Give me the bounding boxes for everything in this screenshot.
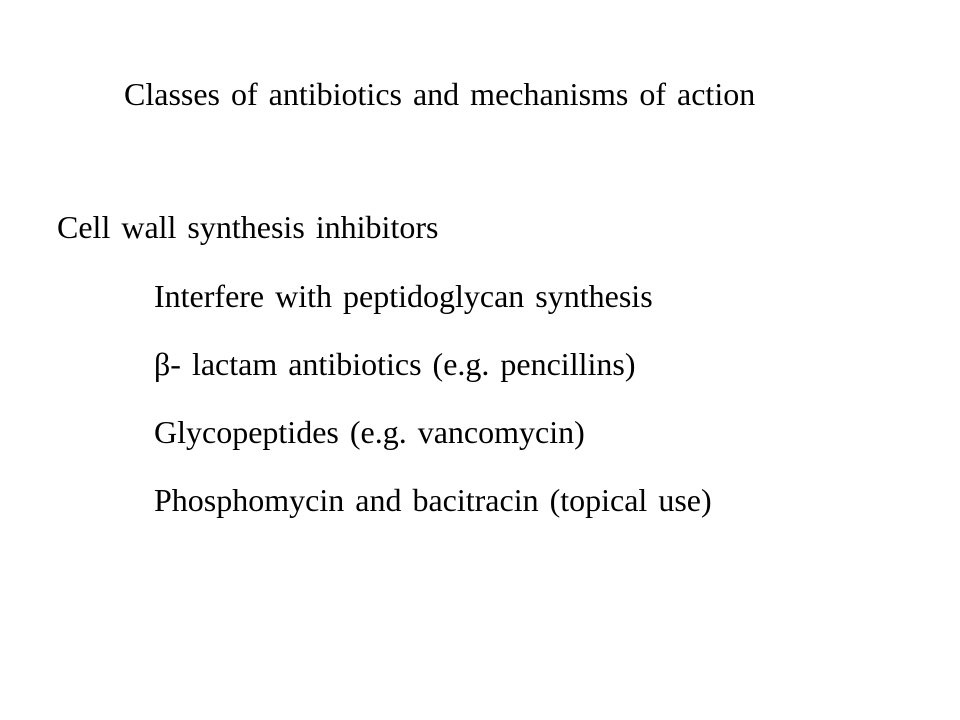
list-item: Glycopeptides (e.g. vancomycin) <box>154 414 585 450</box>
list-item: β- lactam antibiotics (e.g. pencillins) <box>154 346 636 382</box>
bullet-list <box>154 276 712 548</box>
list-item: Phosphomycin and bacitracin (topical use) <box>154 482 712 518</box>
slide-title: Classes of antibiotics and mechanisms of action <box>124 76 756 112</box>
list-item: Interfere with peptidoglycan synthesis <box>154 278 653 314</box>
section-heading: Cell wall synthesis inhibitors <box>57 209 439 245</box>
